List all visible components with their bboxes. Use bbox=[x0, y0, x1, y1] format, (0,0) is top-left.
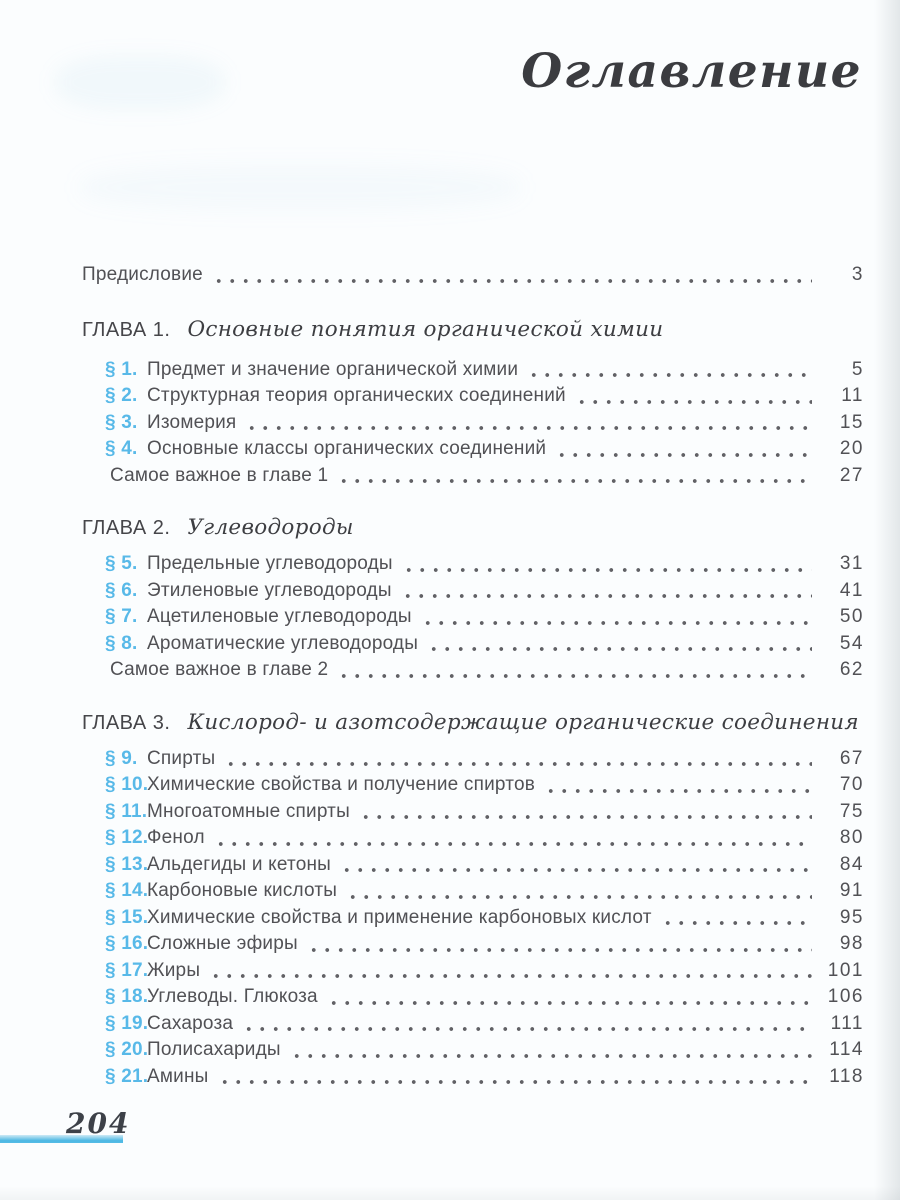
chapter-heading bbox=[82, 513, 864, 543]
entry-page: 114 bbox=[829, 1039, 864, 1060]
chapter-label: ГЛАВА 1. bbox=[82, 318, 171, 341]
entry-title: Изомерия bbox=[147, 411, 237, 433]
dot-leader bbox=[661, 905, 812, 932]
entry-page: 50 bbox=[839, 606, 864, 627]
entry-number: § 19. bbox=[105, 1012, 149, 1034]
dot-leader bbox=[346, 878, 812, 905]
dot-leader bbox=[337, 463, 812, 490]
chapter-title: Основные понятия органической химии bbox=[187, 316, 664, 342]
entry-page: 31 bbox=[839, 553, 864, 574]
entry-number: § 5. bbox=[105, 553, 138, 574]
entry-number: § 12. bbox=[105, 827, 149, 848]
table-of-contents bbox=[82, 262, 864, 1090]
dot-leader bbox=[575, 383, 812, 410]
entry-number: § 4. bbox=[105, 438, 138, 459]
toc-entry bbox=[82, 1011, 864, 1038]
chapter-title: Кислород- и азотсодержащие органические соединения bbox=[187, 709, 859, 735]
entry-title: Этиленовые углеводороды bbox=[147, 579, 392, 601]
dot-leader bbox=[337, 657, 812, 684]
entry-title: Фенол bbox=[147, 827, 205, 848]
entry-number: § 2. bbox=[105, 385, 138, 406]
toc-entry bbox=[82, 1064, 864, 1091]
toc-entry bbox=[82, 958, 864, 985]
toc-entry bbox=[82, 436, 864, 463]
chapter-heading bbox=[82, 708, 864, 738]
toc-entry bbox=[82, 825, 864, 852]
entry-title: Карбоновые кислоты bbox=[147, 880, 338, 901]
dot-leader bbox=[555, 436, 812, 463]
toc-entry bbox=[82, 852, 864, 879]
dot-leader bbox=[327, 984, 812, 1011]
entry-page: 70 bbox=[839, 774, 864, 795]
entry-page: 98 bbox=[839, 933, 864, 954]
entry-number: § 11. bbox=[105, 800, 148, 822]
page-bleed-smudge bbox=[55, 55, 225, 110]
toc-entry-summary bbox=[82, 657, 864, 684]
dot-leader bbox=[421, 604, 812, 631]
entry-title: Химические свойства и применение карбоновых кислот bbox=[147, 906, 652, 928]
chapter-label: ГЛАВА 3. bbox=[82, 711, 171, 734]
dot-leader bbox=[401, 578, 812, 605]
entry-title: Жиры bbox=[147, 959, 201, 981]
toc-entry-summary bbox=[82, 463, 864, 490]
entry-page: 91 bbox=[839, 880, 864, 901]
entry-number: § 8. bbox=[105, 632, 138, 654]
entry-number: § 10. bbox=[105, 774, 149, 795]
entry-title: Амины bbox=[147, 1065, 209, 1087]
entry-number: § 7. bbox=[105, 606, 138, 627]
dot-leader bbox=[212, 262, 812, 289]
chapter-heading bbox=[82, 315, 864, 345]
toc-entry bbox=[82, 551, 864, 578]
dot-leader bbox=[214, 825, 812, 852]
entry-page: 106 bbox=[827, 986, 864, 1007]
chapter-label: ГЛАВА 2. bbox=[82, 517, 171, 539]
entry-number: § 21. bbox=[105, 1065, 149, 1087]
entry-number: § 14. bbox=[105, 880, 149, 901]
toc-entry bbox=[82, 878, 864, 905]
toc-entry bbox=[82, 772, 864, 799]
entry-title: Предельные углеводороды bbox=[147, 553, 393, 574]
dot-leader bbox=[290, 1037, 812, 1064]
entry-page: 101 bbox=[827, 959, 864, 981]
toc-chapters bbox=[82, 315, 864, 1091]
scan-shadow-right bbox=[874, 0, 900, 1200]
toc-entry bbox=[82, 631, 864, 658]
page-title: Оглавление bbox=[521, 44, 862, 99]
entry-page: 62 bbox=[839, 659, 864, 680]
entry-number: § 13. bbox=[105, 853, 149, 875]
toc-entry bbox=[82, 984, 864, 1011]
dot-leader bbox=[209, 958, 812, 985]
toc-entry bbox=[82, 578, 864, 605]
entry-title: Многоатомные спирты bbox=[147, 800, 350, 822]
dot-leader bbox=[527, 357, 812, 384]
toc-entry bbox=[82, 931, 864, 958]
entry-number: § 3. bbox=[105, 411, 138, 433]
entry-page: 27 bbox=[839, 464, 864, 486]
toc-entry bbox=[82, 1037, 864, 1064]
toc-entry bbox=[82, 604, 864, 631]
dot-leader bbox=[245, 410, 812, 437]
entry-title: Структурная теория органических соединений bbox=[147, 385, 566, 406]
entry-title: Ароматические углеводороды bbox=[147, 632, 419, 654]
entry-number: § 9. bbox=[105, 747, 138, 769]
entry-page: 41 bbox=[839, 579, 864, 601]
page-bleed-smudge bbox=[80, 165, 520, 210]
entry-title: Сахароза bbox=[147, 1012, 234, 1034]
dot-leader bbox=[340, 852, 812, 879]
entry-number: § 16. bbox=[105, 933, 149, 954]
entry-page: 3 bbox=[851, 264, 864, 285]
dot-leader bbox=[218, 1064, 813, 1091]
page-number: 204 bbox=[66, 1107, 131, 1140]
entry-title: Основные классы органических соединений bbox=[147, 438, 547, 459]
toc-entry bbox=[82, 799, 864, 826]
entry-page: 54 bbox=[839, 632, 864, 654]
chapter-title: Углеводороды bbox=[187, 515, 354, 540]
entry-page: 84 bbox=[839, 853, 864, 875]
entry-page: 5 bbox=[851, 358, 864, 380]
entry-page: 67 bbox=[839, 747, 864, 769]
entry-title: Углеводы. Глюкоза bbox=[147, 986, 318, 1007]
dot-leader bbox=[242, 1011, 812, 1038]
entry-number: § 18. bbox=[105, 986, 149, 1007]
dot-leader bbox=[402, 551, 812, 578]
entry-page: 15 bbox=[839, 411, 864, 433]
entry-number: § 1. bbox=[105, 358, 138, 380]
entry-title: Полисахариды bbox=[147, 1039, 281, 1060]
scan-shadow-bottom bbox=[0, 1186, 900, 1200]
entry-title: Спирты bbox=[147, 747, 216, 769]
entry-number: § 20. bbox=[105, 1039, 149, 1060]
entry-title: Ацетиленовые углеводороды bbox=[147, 606, 412, 627]
entry-title: Предмет и значение органической химии bbox=[147, 358, 519, 380]
entry-page: 95 bbox=[839, 906, 864, 928]
entry-number: § 15. bbox=[105, 906, 149, 928]
entry-title: Предисловие bbox=[82, 264, 203, 285]
entry-number: § 6. bbox=[105, 579, 138, 601]
toc-entry bbox=[82, 383, 864, 410]
toc-entry bbox=[82, 410, 864, 437]
dot-leader bbox=[544, 772, 812, 799]
entry-title: Сложные эфиры bbox=[147, 933, 298, 954]
toc-entry bbox=[82, 746, 864, 773]
dot-leader bbox=[307, 931, 812, 958]
dot-leader bbox=[427, 631, 812, 658]
toc-entry bbox=[82, 357, 864, 384]
entry-page: 118 bbox=[829, 1065, 864, 1087]
entry-page: 75 bbox=[839, 800, 864, 822]
entry-page: 20 bbox=[839, 438, 864, 459]
entry-title: Альдегиды и кетоны bbox=[147, 853, 332, 875]
entry-page: 80 bbox=[839, 827, 864, 848]
dot-leader bbox=[224, 746, 812, 773]
entry-title: Самое важное в главе 2 bbox=[110, 659, 329, 680]
entry-title: Химические свойства и получение спиртов bbox=[147, 774, 536, 795]
dot-leader bbox=[359, 799, 812, 826]
toc-entry bbox=[82, 905, 864, 932]
toc-entry-preface bbox=[82, 262, 864, 289]
entry-page: 11 bbox=[841, 385, 864, 406]
entry-number: § 17. bbox=[105, 959, 149, 981]
entry-title: Самое важное в главе 1 bbox=[110, 464, 329, 486]
entry-page: 111 bbox=[830, 1012, 864, 1034]
